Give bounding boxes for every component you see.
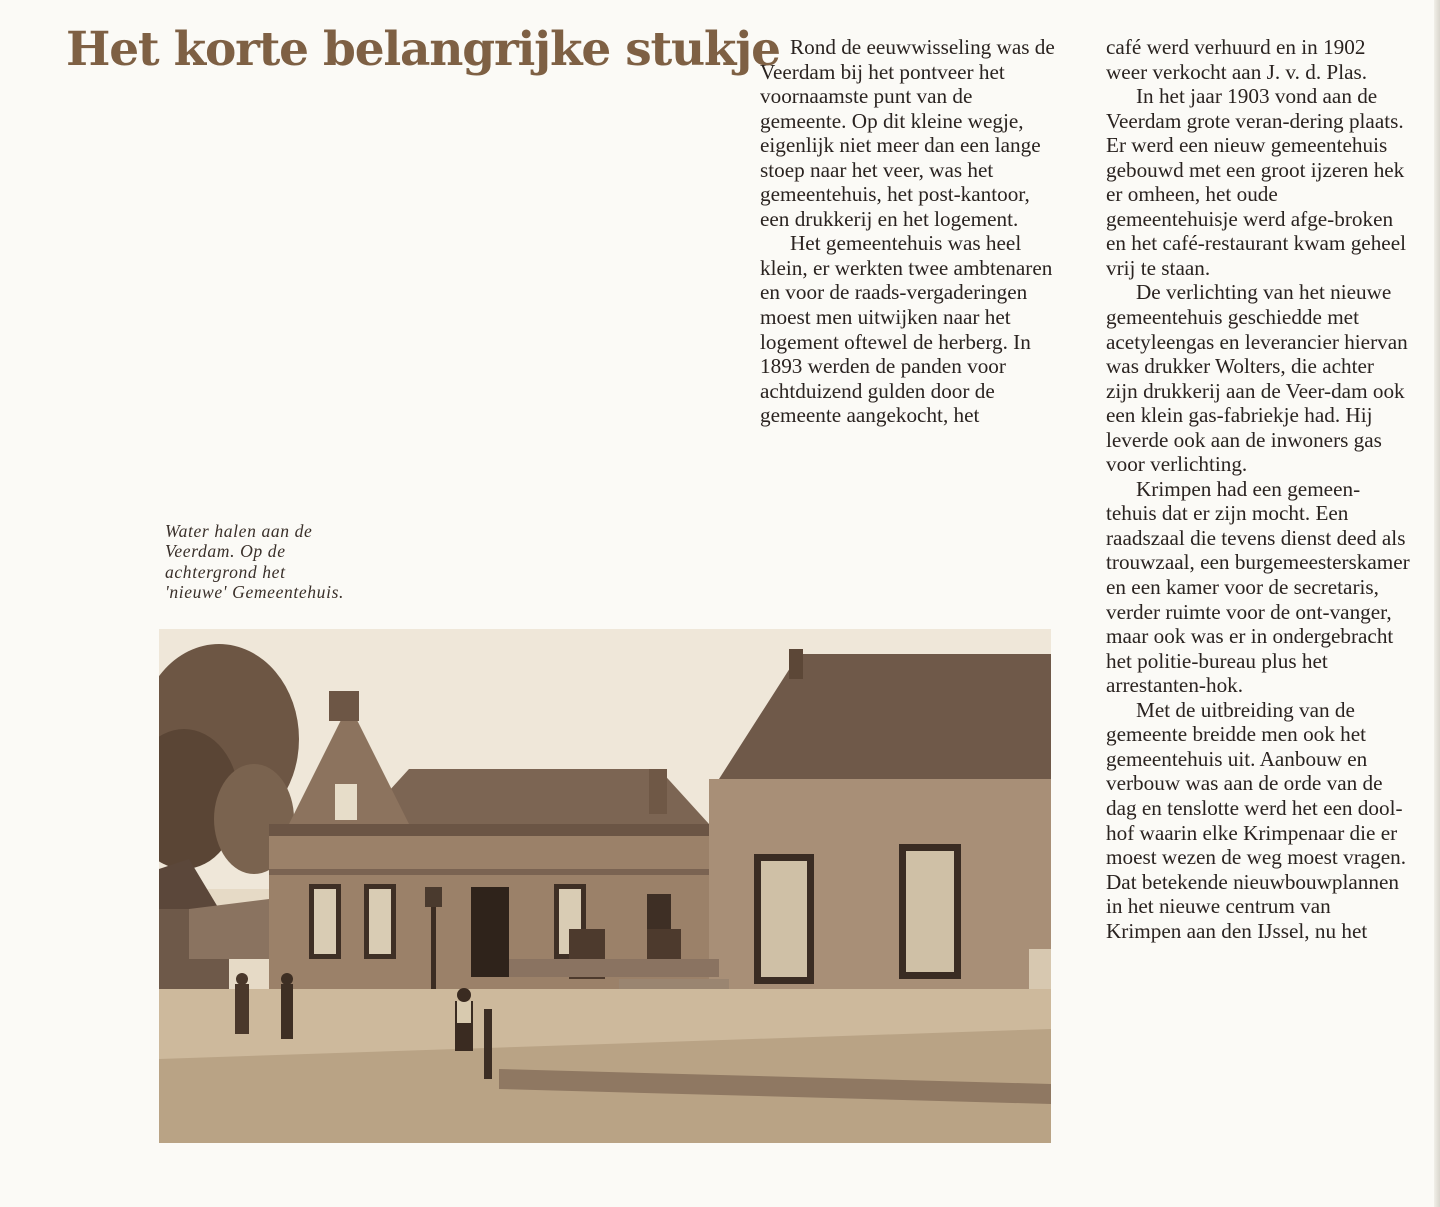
historic-photo (159, 629, 1051, 1143)
page-title: Het korte belangrijke stukje (66, 22, 780, 77)
caption-line: 'nieuwe' Gemeentehuis. (165, 582, 345, 603)
paragraph: Het gemeentehuis was heel klein, er werkten twee ambtenaren en voor de raads-vergaderingen moest men uitwijken naar het logement oftewel de herberg. In 1893 werden de panden voor achtduizend gulden door de gemeente aangekocht, het (760, 231, 1053, 428)
text-column-2 (1106, 35, 1410, 943)
photo-caption (165, 521, 395, 603)
caption-line: Veerdam. Op de (165, 541, 286, 562)
paragraph: Rond de eeuwwisseling was de Veerdam bij het pontveer het voornaamste punt van de gemeente. Op dit kleine wegje, eigenlijk niet meer dan een lange stoep naar het veer, was het gemeentehuis, het post-kantoor, een drukkerij en het logement. (760, 35, 1055, 231)
caption-line: achtergrond het (165, 561, 286, 582)
paragraph: Met de uitbreiding van de gemeente breidde men ook het gemeentehuis uit. Aanbouw en verbouw was aan de orde van de dag en tenslotte werd het een dool-hof waarin elke Krimpenaar die er moest wezen de weg moest vragen. Dat betekende nieuwbouwplannen in het nieuwe centrum van Krimpen aan den IJssel, nu het (1106, 697, 1407, 943)
paragraph: De verlichting van het nieuwe gemeentehuis geschiedde met acetyleengas en leverancier hiervan was drukker Wolters, die achter zijn drukkerij aan de Veer-dam ook een klein gas-fabriekje had. Hij leverde ook aan de inwoners gas voor verlichting. (1106, 280, 1408, 477)
paragraph: Krimpen had een gemeen-tehuis dat er zijn mocht. Een raadszaal die tevens dienst deed als trouwzaal, een burgemeesterskamer en een kamer voor de secretaris, verder ruimte voor de ont-vanger, maar ook was er in ondergebracht het politie-bureau plus het arrestanten-hok. (1106, 476, 1410, 698)
caption-line: Water halen aan de (165, 521, 313, 541)
text-column-1 (760, 35, 1060, 428)
page-edge (1434, 0, 1440, 1207)
paragraph: café werd verhuurd en in 1902 weer verkocht aan J. v. d. Plas. (1106, 35, 1368, 84)
paragraph: In het jaar 1903 vond aan de Veerdam grote veran-dering plaats. Er werd een nieuw gemeentehuis gebouwd met een groot ijzeren hek er omheen, het oude gemeentehuisje werd afge-broken en het café-restaurant kwam geheel vrij te staan. (1106, 84, 1406, 280)
